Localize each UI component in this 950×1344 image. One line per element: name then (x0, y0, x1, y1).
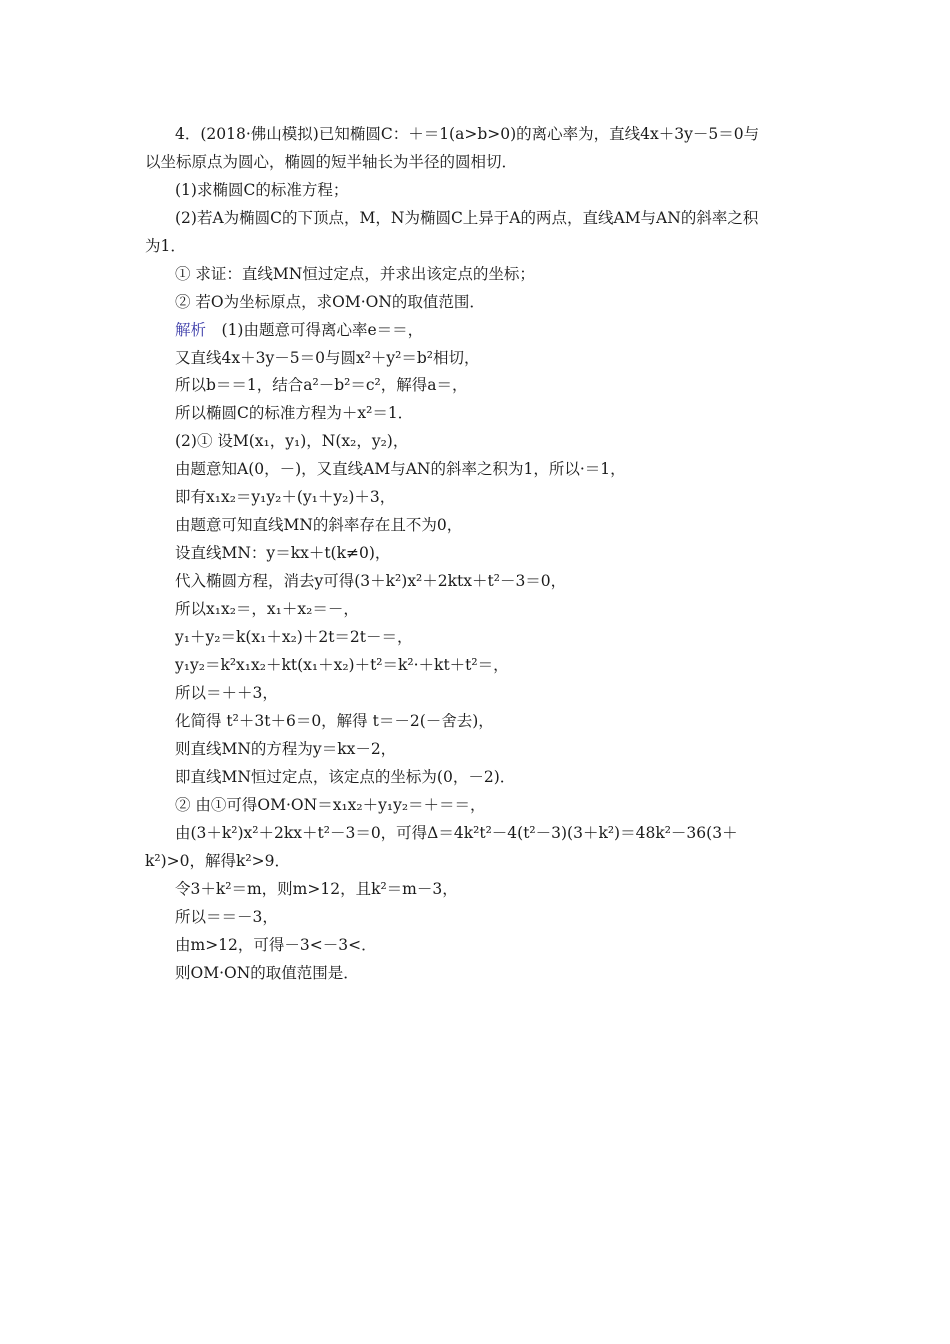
solution-line: (2)① 设M(x₁，y₁)，N(x₂，y₂)， (175, 432, 409, 450)
solution-conclusion: 则OM·ON的取值范围是． (175, 964, 359, 982)
solution-line-continuation: k²)>0，解得k²>9． (145, 852, 290, 870)
problem-line-2: 以坐标原点为圆心，椭圆的短半轴长为半径的圆相切． (145, 153, 518, 171)
solution-line: 由m>12，可得－3<－3<． (175, 936, 377, 954)
solution-line: 所以x₁x₂＝，x₁＋x₂＝－， (175, 600, 359, 618)
solution-line: ② 由①可得OM·ON＝x₁x₂＋y₁y₂＝＋＝＝， (175, 796, 486, 814)
solution-line: 由题意知A(0，－)，又直线AM与AN的斜率之积为1，所以·＝1， (175, 460, 626, 478)
solution-line: 设直线MN：y＝kx＋t(k≠0)， (175, 544, 391, 562)
solution-line: y₁＋y₂＝k(x₁＋x₂)＋2t＝2t－＝， (175, 628, 413, 646)
problem-part-2-line-2: 为1． (145, 237, 186, 255)
solution-line: 所以＝＝－3， (175, 908, 278, 926)
solution-line: y₁y₂＝k²x₁x₂＋kt(x₁＋x₂)＋t²＝k²·＋kt＋t²＝， (175, 656, 509, 674)
solution-line: 令3＋k²＝m，则m>12，且k²＝m－3， (175, 880, 458, 898)
solution-line: 代入椭圆方程，消去y可得(3＋k²)x²＋2ktx＋t²－3＝0， (175, 572, 567, 590)
problem-sub-question-2: ② 若O为坐标原点，求OM·ON的取值范围． (175, 293, 485, 311)
solution-line: 由(3＋k²)x²＋2kx＋t²－3＝0，可得Δ＝4k²t²－4(t²－3)(3＋k²)＝48k²－36(3＋ (175, 824, 738, 842)
solution-line: 由题意可知直线MN的斜率存在且不为0， (175, 516, 463, 534)
solution-line: 所以＝＋＋3， (175, 684, 278, 702)
problem-part-2-line-1: (2)若A为椭圆C的下顶点，M，N为椭圆C上异于A的两点，直线AM与AN的斜率之积 (175, 209, 759, 227)
solution-line: 则直线MN的方程为y＝kx－2， (175, 740, 397, 758)
problem-sub-question-1: ① 求证：直线MN恒过定点，并求出该定点的坐标； (175, 265, 535, 283)
solution-label: 解析 (175, 321, 207, 339)
solution-line: 所以椭圆C的标准方程为＋x²＝1． (175, 404, 414, 422)
problem-part-1: (1)求椭圆C的标准方程； (175, 181, 349, 199)
solution-line: 化简得 t²＋3t＋6＝0，解得 t＝－2(－舍去)， (175, 712, 494, 730)
solution-line: 即直线MN恒过定点，该定点的坐标为(0，－2)． (175, 768, 516, 786)
solution-first-line (175, 320, 423, 340)
problem-line-1: 4．(2018·佛山模拟)已知椭圆C：＋＝1(a>b>0)的离心率为，直线4x＋3y－5＝0与 (175, 125, 760, 143)
solution-first-text: (1)由题意可得离心率e＝＝， (206, 321, 424, 339)
solution-line: 又直线4x＋3y－5＝0与圆x²＋y²＝b²相切， (175, 349, 480, 367)
solution-line: 即有x₁x₂＝y₁y₂＋(y₁＋y₂)＋3， (175, 488, 396, 506)
solution-line: 所以b＝＝1，结合a²－b²＝c²，解得a＝， (175, 376, 468, 394)
